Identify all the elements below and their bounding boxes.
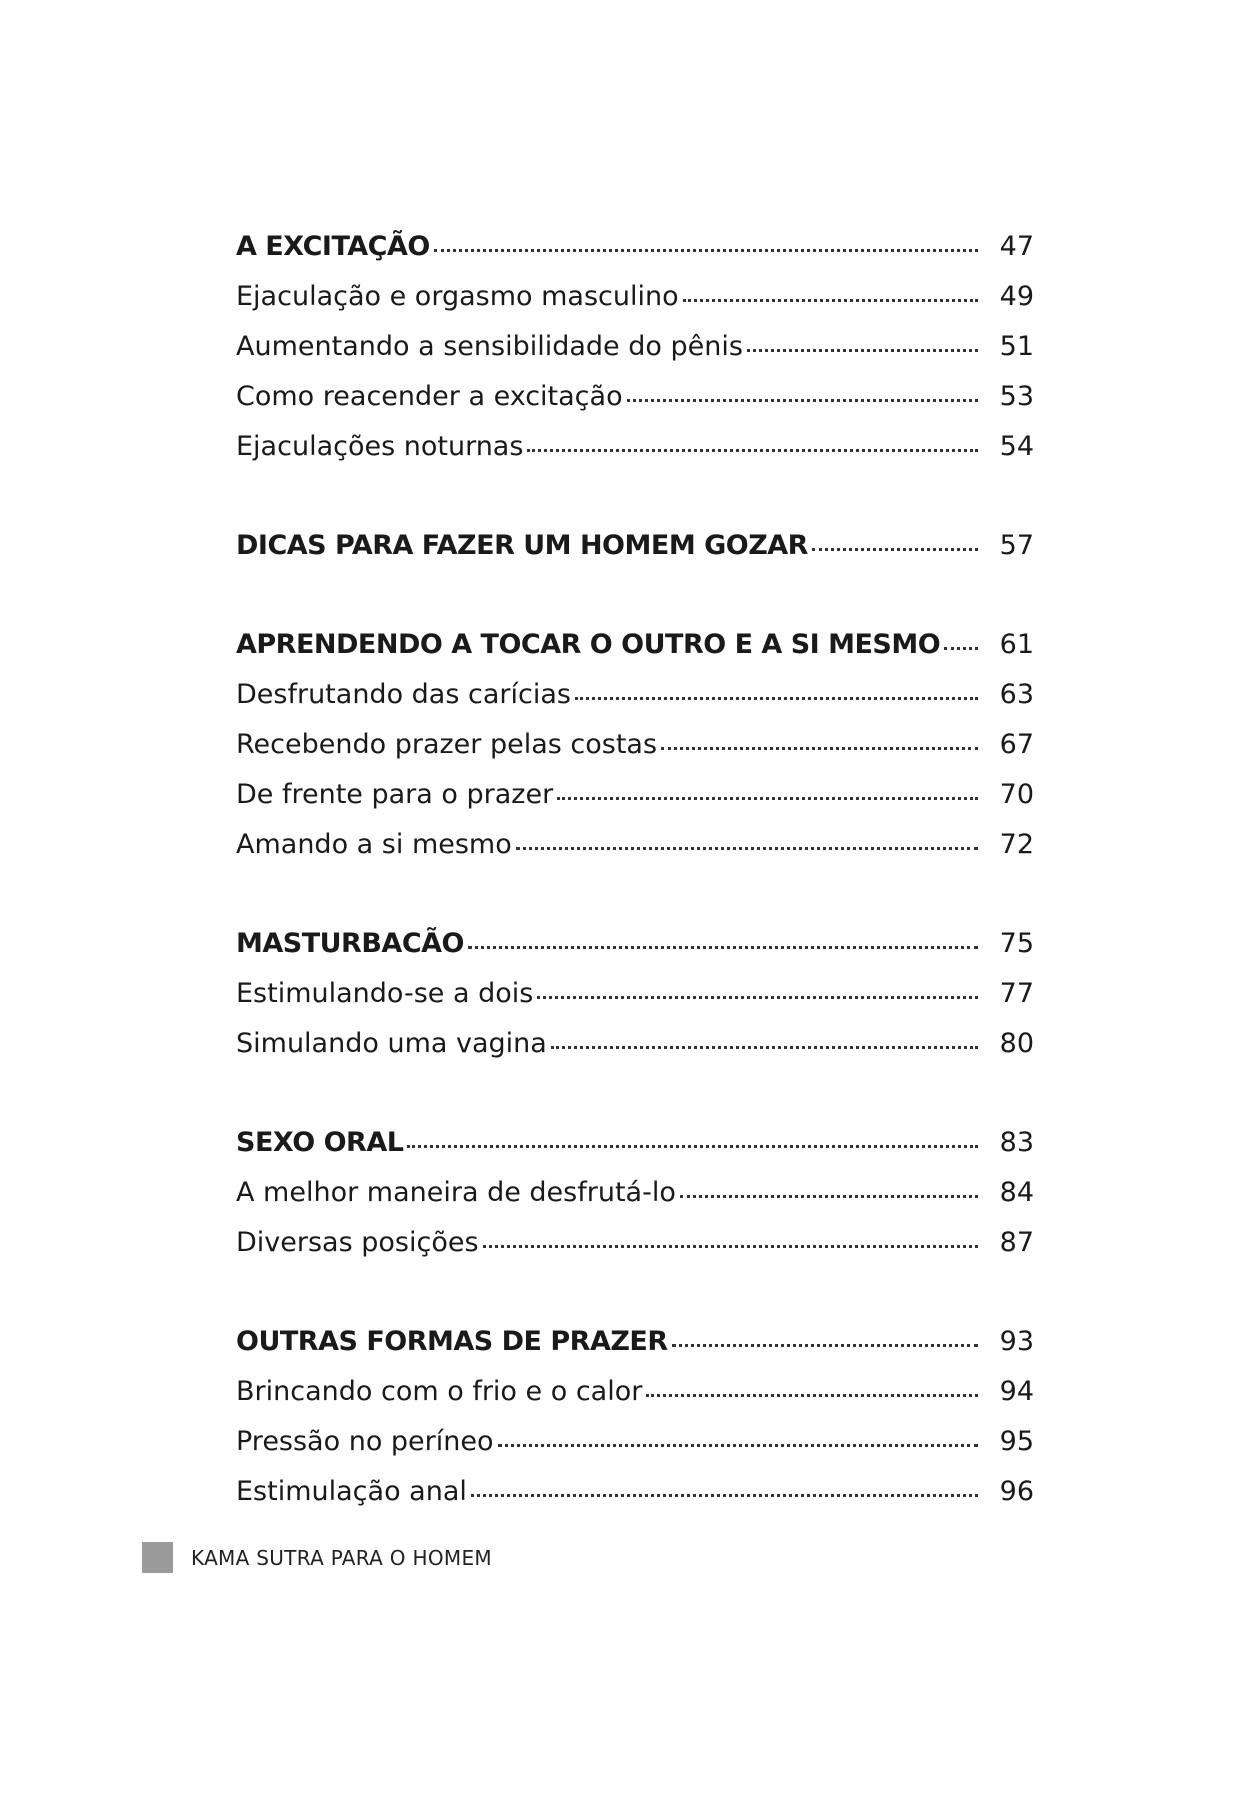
toc-heading-title: SEXO ORAL	[236, 1127, 404, 1158]
toc-section	[236, 1118, 1034, 1268]
toc-section	[236, 521, 1034, 571]
toc-entry	[236, 1367, 1034, 1417]
toc-page-number: 61	[999, 629, 1034, 660]
toc-entry-title: Ejaculação e orgasmo masculino	[236, 281, 679, 312]
toc-entry	[236, 1168, 1034, 1218]
dot-leader	[537, 995, 978, 999]
toc-page-number: 80	[999, 1028, 1034, 1059]
dot-leader	[498, 1443, 978, 1447]
dot-leader	[646, 1393, 978, 1397]
toc-page-number: 96	[999, 1476, 1034, 1507]
toc-entry	[236, 372, 1034, 422]
toc-page-number: 83	[999, 1127, 1034, 1158]
toc-entry	[236, 820, 1034, 870]
toc-page-number: 63	[999, 679, 1034, 710]
dot-leader	[468, 945, 978, 949]
toc-entry-title: Como reacender a excitação	[236, 381, 623, 412]
toc-heading	[236, 1317, 1034, 1367]
toc-page-number: 94	[999, 1376, 1034, 1407]
toc-page-number: 70	[999, 779, 1034, 810]
toc-heading	[236, 919, 1034, 969]
toc-section	[236, 1317, 1034, 1517]
dot-leader	[575, 696, 978, 700]
dot-leader	[516, 846, 978, 850]
toc-heading-title: MASTURBACÃO	[236, 928, 464, 959]
dot-leader	[812, 547, 978, 551]
toc-heading	[236, 620, 1034, 670]
footer-marker	[142, 1542, 173, 1573]
toc-entry	[236, 969, 1034, 1019]
toc-heading-title: A EXCITAÇÃO	[236, 231, 430, 262]
toc-page-number: 67	[999, 729, 1034, 760]
toc-entry-title: Estimulação anal	[236, 1476, 467, 1507]
toc-heading	[236, 1118, 1034, 1168]
toc-page-number: 49	[999, 281, 1034, 312]
toc-entry-title: Ejaculações noturnas	[236, 431, 524, 462]
page-footer	[142, 1542, 492, 1573]
toc-entry	[236, 1417, 1034, 1467]
table-of-contents	[236, 222, 1034, 1517]
toc-page-number: 93	[999, 1326, 1034, 1357]
dot-leader	[483, 1244, 978, 1248]
toc-entry	[236, 322, 1034, 372]
toc-heading-title: APRENDENDO A TOCAR O OUTRO E A SI MESMO	[236, 629, 941, 660]
toc-page-number: 95	[999, 1426, 1034, 1457]
toc-entry	[236, 422, 1034, 472]
dot-leader	[557, 796, 978, 800]
toc-heading-title: OUTRAS FORMAS DE PRAZER	[236, 1326, 668, 1357]
dot-leader	[680, 1194, 978, 1198]
toc-page-number: 51	[999, 331, 1034, 362]
dot-leader	[944, 646, 978, 650]
toc-page-number: 77	[999, 978, 1034, 1009]
toc-entry	[236, 770, 1034, 820]
dot-leader	[407, 1144, 978, 1148]
toc-page-number: 84	[999, 1177, 1034, 1208]
toc-entry-title: De frente para o prazer	[236, 779, 554, 810]
dot-leader	[627, 398, 978, 402]
toc-page-number: 75	[999, 928, 1034, 959]
toc-page-number: 57	[999, 530, 1034, 561]
toc-section	[236, 919, 1034, 1069]
toc-entry-title: Brincando com o frio e o calor	[236, 1376, 643, 1407]
toc-entry-title: A melhor maneira de desfrutá-lo	[236, 1177, 676, 1208]
toc-entry-title: Aumentando a sensibilidade do pênis	[236, 331, 743, 362]
dot-leader	[661, 746, 978, 750]
toc-entry-title: Estimulando-se a dois	[236, 978, 534, 1009]
running-title: KAMA SUTRA PARA O HOMEM	[191, 1545, 492, 1570]
toc-entry	[236, 272, 1034, 322]
dot-leader	[527, 448, 978, 452]
toc-entry-title: Simulando uma vagina	[236, 1028, 547, 1059]
toc-section	[236, 620, 1034, 870]
toc-entry	[236, 1019, 1034, 1069]
dot-leader	[471, 1493, 978, 1497]
toc-entry-title: Desfrutando das carícias	[236, 679, 571, 710]
toc-page-number: 54	[999, 431, 1034, 462]
toc-heading-title: DICAS PARA FAZER UM HOMEM GOZAR	[236, 530, 808, 561]
toc-heading	[236, 521, 1034, 571]
dot-leader	[747, 348, 978, 352]
dot-leader	[551, 1045, 978, 1049]
toc-entry-title: Amando a si mesmo	[236, 829, 512, 860]
toc-page-number: 53	[999, 381, 1034, 412]
toc-entry	[236, 1218, 1034, 1268]
toc-entry	[236, 1467, 1034, 1517]
toc-entry	[236, 720, 1034, 770]
toc-entry-title: Pressão no períneo	[236, 1426, 494, 1457]
toc-entry	[236, 670, 1034, 720]
toc-page-number: 72	[999, 829, 1034, 860]
toc-page-number: 87	[999, 1227, 1034, 1258]
toc-page-number: 47	[999, 231, 1034, 262]
toc-heading	[236, 222, 1034, 272]
dot-leader	[672, 1343, 978, 1347]
toc-section	[236, 222, 1034, 472]
dot-leader	[683, 298, 978, 302]
toc-entry-title: Recebendo prazer pelas costas	[236, 729, 658, 760]
toc-entry-title: Diversas posições	[236, 1227, 479, 1258]
dot-leader	[434, 248, 978, 252]
